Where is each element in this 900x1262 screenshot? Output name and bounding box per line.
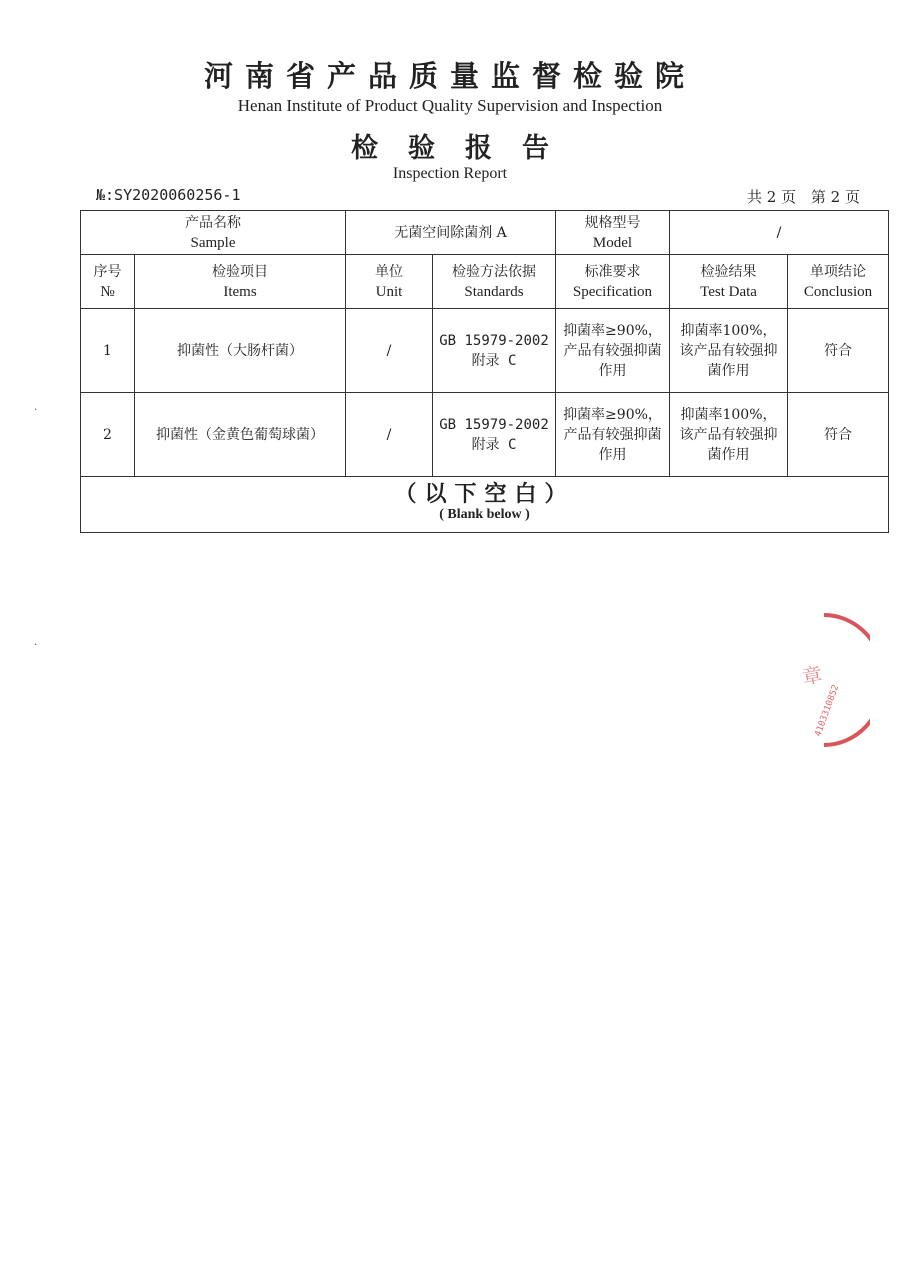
table-row: [81, 393, 889, 477]
column-header-en: №: [100, 283, 115, 300]
row-result: 抑菌率100%，该产品有较强抑菌作用: [670, 393, 788, 477]
row-item: 抑菌性（大肠杆菌）: [135, 309, 346, 393]
institute-name-cn: 河南省产品质量监督检验院: [203, 59, 696, 93]
model-label-cn: 规格型号: [584, 214, 641, 231]
blank-row: [81, 477, 889, 533]
scan-mark: ·: [34, 640, 38, 651]
row-number: 1: [81, 309, 135, 393]
row-number: 2: [81, 393, 135, 477]
inspection-table: [80, 210, 889, 533]
official-seal: [780, 605, 870, 755]
page-info: [737, 186, 860, 207]
row-standard: GB 15979-2002 附录 C: [433, 393, 556, 477]
report-number: №:SY2020060256-1: [96, 186, 241, 204]
column-header-en: Standards: [464, 283, 524, 300]
row-unit: /: [346, 393, 433, 477]
column-header-en: Unit: [375, 283, 403, 300]
row-unit: /: [346, 309, 433, 393]
sample-value: 无菌空间除菌剂 A: [346, 211, 556, 255]
column-header-cn: 检验结果: [700, 263, 757, 280]
header-row: [81, 255, 889, 309]
table-row: [81, 309, 889, 393]
column-header: [556, 255, 670, 309]
column-header-cn: 检验方法依据: [452, 263, 536, 280]
column-header-en: Conclusion: [803, 283, 873, 300]
blank-below-en: ( Blank below ): [439, 506, 530, 522]
column-header: [346, 255, 433, 309]
column-header: [433, 255, 556, 309]
scan-mark: ·: [34, 405, 38, 416]
column-header: [788, 255, 889, 309]
column-header-cn: 序号: [93, 263, 122, 280]
blank-below-cn: （以下空白）: [394, 481, 575, 507]
total-pages: 共 2 页: [747, 188, 797, 206]
column-header-cn: 单位: [375, 263, 403, 280]
model-label-en: Model: [592, 234, 633, 251]
report-title-cn: 检验报告: [351, 133, 579, 164]
column-header-cn: 检验项目: [212, 263, 268, 280]
row-spec: 抑菌率≥90%，产品有较强抑菌作用: [556, 309, 670, 393]
sample-label-cell: [81, 211, 346, 255]
seal-number: 4103310852: [813, 683, 842, 739]
blank-cell: [81, 477, 889, 533]
column-header: [135, 255, 346, 309]
column-header-en: Test Data: [700, 283, 757, 300]
column-header-cn: 单项结论: [810, 263, 866, 280]
row-conclusion: 符合: [788, 309, 889, 393]
row-item: 抑菌性（金黄色葡萄球菌）: [135, 393, 346, 477]
institute-name-en: Henan Institute of Product Quality Supervision and Inspection: [237, 96, 663, 115]
page-number: 第 2 页: [810, 188, 860, 206]
column-header-en: Specification: [572, 283, 653, 300]
seal-ring: [824, 615, 870, 745]
row-spec: 抑菌率≥90%，产品有较强抑菌作用: [556, 393, 670, 477]
row-conclusion: 符合: [788, 393, 889, 477]
model-value: /: [670, 211, 889, 255]
column-header-en: Items: [223, 283, 257, 300]
report-title-en: Inspection Report: [392, 165, 508, 182]
row-result: 抑菌率100%，该产品有较强抑菌作用: [670, 309, 788, 393]
sample-row: [81, 211, 889, 255]
row-standard: GB 15979-2002 附录 C: [433, 309, 556, 393]
sample-label-cn: 产品名称: [185, 214, 241, 231]
seal-char: 章: [800, 662, 825, 690]
column-header-cn: 标准要求: [584, 263, 641, 280]
column-header: [670, 255, 788, 309]
sample-label-en: Sample: [190, 234, 236, 251]
model-label-cell: [556, 211, 670, 255]
column-header: [81, 255, 135, 309]
